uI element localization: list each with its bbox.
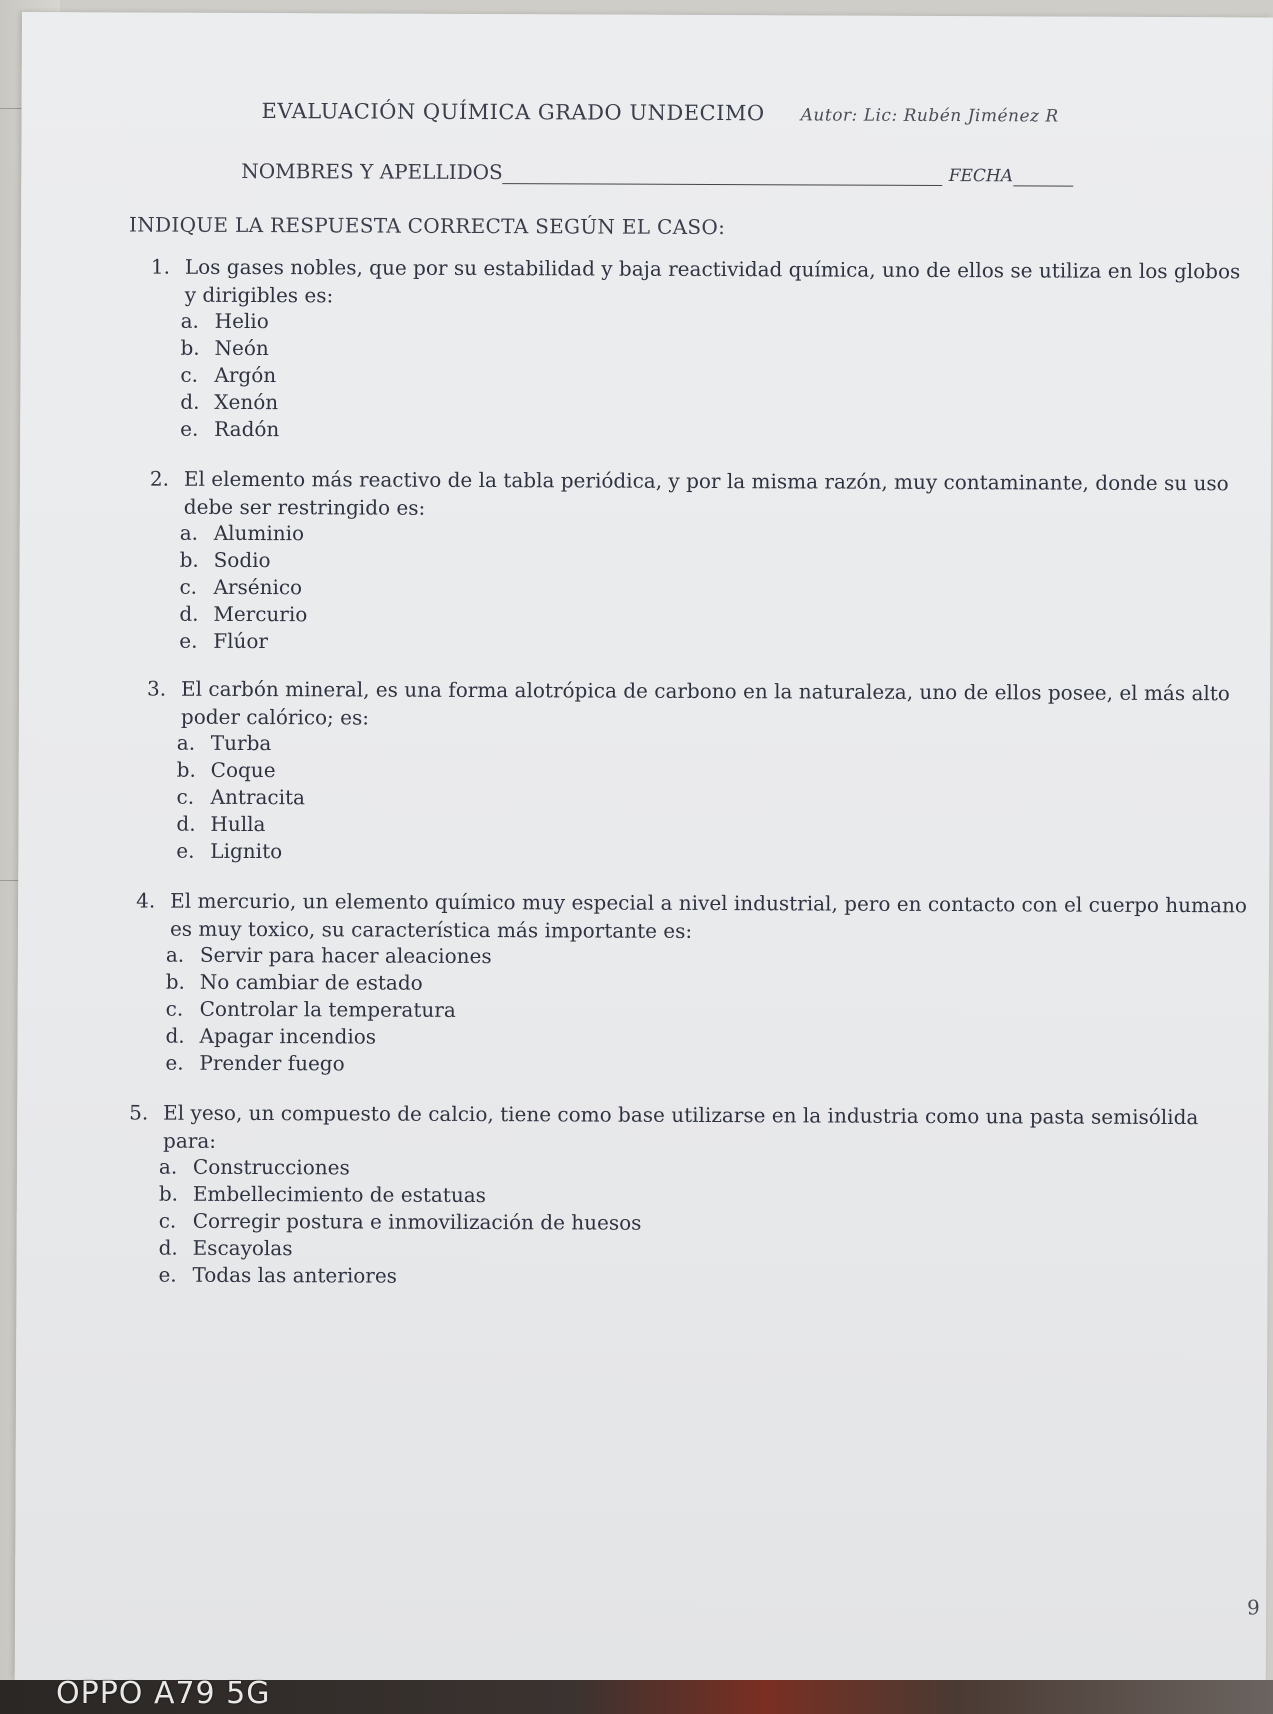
- option-letter: a.: [158, 1154, 178, 1179]
- question-number: 3.: [146, 676, 167, 701]
- answer-option[interactable]: [180, 548, 271, 572]
- answer-option[interactable]: [180, 363, 276, 387]
- answer-option[interactable]: [180, 390, 278, 414]
- option-letter: e.: [180, 416, 199, 441]
- question-4: [136, 887, 1247, 948]
- date-label: FECHA: [948, 166, 1014, 187]
- answer-option[interactable]: [177, 731, 272, 755]
- answer-option[interactable]: [180, 521, 305, 546]
- answer-option[interactable]: [179, 602, 307, 627]
- option-letter: c.: [165, 996, 184, 1021]
- question-list: [15, 12, 1273, 1685]
- question-3: [147, 675, 1230, 736]
- option-text: Radón: [214, 416, 280, 442]
- option-text: No cambiar de estado: [199, 969, 423, 995]
- option-text: Corregir postura e inmovilización de huesos: [192, 1208, 642, 1235]
- option-letter: d.: [176, 811, 196, 836]
- option-text: Construcciones: [192, 1154, 350, 1180]
- option-text: Helio: [214, 308, 269, 334]
- answer-option[interactable]: [180, 417, 279, 441]
- option-text: Prender fuego: [199, 1050, 345, 1076]
- question-text-line: y dirigibles es:: [184, 282, 334, 308]
- option-letter: a.: [176, 730, 196, 755]
- option-text: Mercurio: [213, 601, 308, 627]
- answer-option[interactable]: [159, 1209, 642, 1235]
- option-text: Arsénico: [213, 574, 303, 600]
- option-letter: b.: [165, 969, 185, 994]
- answer-option[interactable]: [158, 1263, 397, 1288]
- option-text: Aluminio: [213, 520, 305, 546]
- answer-option[interactable]: [159, 1182, 486, 1207]
- answer-option[interactable]: [176, 812, 265, 836]
- question-1: [151, 253, 1241, 314]
- option-letter: d.: [179, 601, 199, 626]
- answer-option[interactable]: [166, 943, 492, 968]
- question-text-line: debe ser restringido es:: [183, 494, 426, 520]
- option-letter: c.: [179, 574, 198, 599]
- answer-option[interactable]: [180, 336, 268, 360]
- question-number: 5.: [129, 1100, 149, 1125]
- option-letter: d.: [180, 389, 200, 414]
- question-text-line: Los gases nobles, que por su estabilidad y baja reactividad química, uno de ellos se utiliza en los globos: [184, 254, 1241, 284]
- option-text: Servir para hacer aleaciones: [199, 942, 492, 969]
- answer-option[interactable]: [166, 970, 423, 995]
- option-letter: b.: [179, 547, 199, 572]
- option-text: Lignito: [210, 838, 283, 864]
- question-text-line: El mercurio, un elemento químico muy especial a nivel industrial, pero en contacto con el cuerpo humano: [170, 888, 1247, 918]
- option-letter: b.: [180, 335, 200, 360]
- answer-option[interactable]: [177, 785, 306, 810]
- option-letter: c.: [180, 362, 199, 387]
- option-letter: e.: [165, 1050, 184, 1075]
- option-text: Sodio: [213, 547, 271, 573]
- answer-option[interactable]: [177, 758, 276, 782]
- option-letter: a.: [180, 308, 199, 333]
- option-letter: e.: [179, 628, 198, 653]
- option-letter: a.: [179, 520, 199, 545]
- option-text: Coque: [210, 757, 276, 783]
- option-text: Xenón: [214, 389, 279, 415]
- question-5: [129, 1098, 1198, 1159]
- page-number: 9: [1246, 1595, 1260, 1620]
- option-letter: c.: [176, 784, 195, 809]
- question-text-line: El yeso, un compuesto de calcio, tiene como base utilizarse en la industria como una pasta semisólida: [163, 1100, 1199, 1130]
- option-text: Antracita: [210, 784, 306, 810]
- instruction-text: INDIQUE LA RESPUESTA CORRECTA SEGÚN EL CASO:: [129, 212, 726, 240]
- option-text: Apagar incendios: [199, 1023, 377, 1049]
- answer-option[interactable]: [165, 1051, 344, 1076]
- option-letter: a.: [165, 942, 185, 967]
- answer-option[interactable]: [179, 629, 268, 653]
- option-text: Todas las anteriores: [192, 1262, 397, 1288]
- option-letter: b.: [176, 757, 196, 782]
- exam-title: EVALUACIÓN QUÍMICA GRADO UNDECIMO: [261, 99, 765, 126]
- option-text: Flúor: [213, 628, 269, 654]
- camera-watermark: OPPO A79 5G: [56, 1676, 271, 1711]
- answer-option[interactable]: [176, 839, 282, 863]
- option-text: Turba: [210, 730, 272, 756]
- option-text: Neón: [214, 335, 269, 361]
- question-text-line: es muy toxico, su característica más importante es:: [169, 916, 693, 943]
- option-text: Embellecimiento de estatuas: [192, 1181, 487, 1208]
- option-text: Controlar la temperatura: [199, 996, 456, 1022]
- answer-option[interactable]: [159, 1155, 350, 1180]
- author-note: Autor: Lic: Rubén Jiménez R: [800, 105, 1059, 127]
- question-number: 1.: [150, 254, 171, 279]
- option-text: Argón: [214, 362, 277, 388]
- answer-option[interactable]: [181, 309, 269, 333]
- question-text-line: El carbón mineral, es una forma alotrópica de carbono en la naturaleza, uno de ellos posee, el más alto: [180, 676, 1230, 706]
- answer-option[interactable]: [166, 997, 456, 1022]
- option-text: Hulla: [210, 811, 266, 837]
- answer-option[interactable]: [159, 1236, 293, 1261]
- question-number: 2.: [149, 466, 170, 491]
- question-text-line: El elemento más reactivo de la tabla periódica, y por la misma razón, muy contaminante, donde su uso: [183, 466, 1229, 496]
- option-letter: e.: [176, 838, 195, 863]
- answer-option[interactable]: [165, 1024, 376, 1049]
- option-letter: d.: [165, 1023, 185, 1048]
- exam-sheet: [15, 12, 1273, 1685]
- question-2: [150, 465, 1229, 526]
- question-text-line: poder calórico; es:: [180, 704, 370, 730]
- option-text: Escayolas: [192, 1235, 293, 1261]
- question-text-line: para:: [163, 1128, 217, 1153]
- name-label: NOMBRES Y APELLIDOS: [241, 158, 503, 185]
- option-letter: c.: [158, 1208, 177, 1233]
- question-number: 4.: [136, 888, 156, 913]
- option-letter: b.: [158, 1181, 179, 1206]
- option-letter: e.: [158, 1262, 177, 1287]
- answer-option[interactable]: [179, 575, 302, 600]
- option-letter: d.: [158, 1235, 178, 1260]
